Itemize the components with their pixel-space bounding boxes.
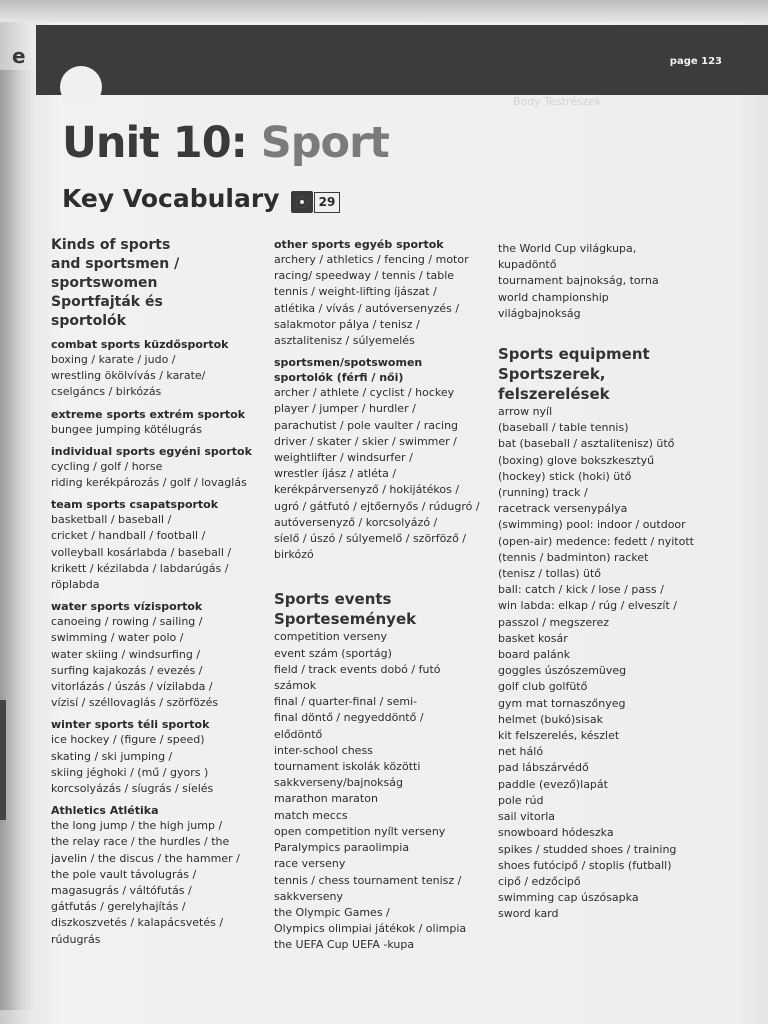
vocab-line: final / quarter-final / semi- bbox=[274, 695, 418, 709]
vocab-line: sakkverseny bbox=[274, 889, 343, 903]
vocab-line: snowboard hódeszka bbox=[498, 826, 614, 840]
vocab-line: síelő / úszó / súlyemelő / szörföző / bbox=[274, 532, 467, 546]
subhead-other-sports: other sports egyéb sportok bbox=[274, 238, 444, 251]
vocab-line: the UEFA Cup UEFA -kupa bbox=[274, 938, 415, 952]
vocab-line: tennis / weight-lifting íjászat / bbox=[274, 285, 437, 299]
cd-track-number: 29 bbox=[314, 192, 340, 213]
vocab-line: net háló bbox=[498, 745, 544, 759]
list-other-sports bbox=[274, 252, 494, 349]
heading-line: Sportfajták és bbox=[51, 294, 163, 310]
vocab-line: magasugrás / váltófutás / bbox=[51, 884, 192, 898]
list-team-sports bbox=[51, 512, 266, 593]
vocab-line: field / track events dobó / futó bbox=[274, 662, 441, 676]
vocab-line: pole rúd bbox=[498, 793, 544, 807]
vocab-line: win labda: elkap / rúg / elveszít / bbox=[498, 599, 678, 613]
subhead-winter-sports: winter sports téli sportok bbox=[51, 718, 210, 732]
vocab-line: elődöntő bbox=[274, 727, 323, 741]
vocab-line: final döntő / negyeddöntő / bbox=[274, 711, 424, 725]
vocab-line: race verseny bbox=[274, 857, 346, 871]
heading-line: Sports events bbox=[274, 590, 392, 609]
vocab-line: atlétika / vívás / autóversenyzés / bbox=[274, 301, 460, 315]
vocab-line: racetrack versenypálya bbox=[498, 502, 628, 516]
vocab-line: goggles úszószemüveg bbox=[498, 664, 627, 678]
vocab-line: skating / ski jumping / bbox=[51, 749, 173, 763]
vocab-line: wrestling ökölvívás / karate/ bbox=[51, 369, 206, 383]
vocab-line: cycling / golf / horse bbox=[51, 459, 163, 473]
vocab-line: Olympics olimpiai játékok / olimpia bbox=[274, 922, 467, 936]
vocab-line: driver / skater / skier / swimmer / bbox=[274, 434, 457, 448]
heading-sports-events bbox=[274, 589, 494, 629]
vocab-line: kupadöntő bbox=[498, 258, 557, 272]
vocab-line: bungee jumping kötélugrás bbox=[51, 422, 202, 436]
vocab-line: számok bbox=[274, 679, 317, 693]
vocab-line: röplabda bbox=[51, 578, 100, 592]
vocab-line: tournament bajnokság, torna bbox=[498, 274, 659, 288]
vocab-line: (baseball / table tennis) bbox=[498, 421, 629, 435]
heading-line: sportswomen bbox=[51, 275, 158, 291]
vocab-line: világbajnokság bbox=[498, 306, 581, 320]
vocab-line: wrestler íjász / atléta / bbox=[274, 467, 397, 481]
heading-line: felszerelések bbox=[498, 385, 610, 404]
vocab-line: gátfutás / gerelyhajítás / bbox=[51, 900, 186, 914]
vocab-line: volleyball kosárlabda / baseball / bbox=[51, 545, 232, 559]
vocab-line: pad lábszárvédő bbox=[498, 761, 589, 775]
column-3 bbox=[498, 241, 720, 923]
subhead-water-sports: water sports vízisportok bbox=[51, 600, 203, 614]
vocab-line: board palánk bbox=[498, 648, 571, 662]
heading-line: Sportszerek, bbox=[498, 365, 606, 384]
vocab-line: gym mat tornaszőnyeg bbox=[498, 696, 626, 710]
vocab-line: sakkverseny/bajnokság bbox=[274, 776, 404, 790]
vocab-line: tennis / chess tournament tenisz / bbox=[274, 873, 462, 887]
scan-top-edge bbox=[0, 0, 768, 22]
subhead-combat-sports: combat sports küzdősportok bbox=[51, 338, 229, 351]
vocab-line: event szám (sportág) bbox=[274, 646, 392, 660]
page-number: page 123 bbox=[669, 56, 722, 67]
binding-shadow bbox=[0, 70, 36, 1010]
list-competitions-continued bbox=[498, 241, 720, 322]
vocab-line: helmet (bukó)sisak bbox=[498, 712, 603, 726]
list-sports-events bbox=[274, 629, 494, 953]
list-athletics bbox=[51, 818, 266, 948]
vocab-line: salakmotor pálya / tenisz / bbox=[274, 317, 420, 331]
vocab-line: cricket / handball / football / bbox=[51, 529, 206, 543]
vocab-line: the long jump / the high jump / bbox=[51, 819, 223, 833]
vocab-line: the World Cup világkupa, bbox=[498, 242, 637, 255]
vocab-line: open competition nyílt verseny bbox=[274, 824, 446, 838]
vocab-line: riding kerékpározás / golf / lovaglás bbox=[51, 476, 247, 490]
subhead-extreme-sports: extreme sports extrém sportok bbox=[51, 407, 246, 421]
vocab-line: ball: catch / kick / lose / pass / bbox=[498, 583, 664, 597]
vocab-line: (tenisz / tollas) ütő bbox=[498, 567, 602, 581]
vocab-line: vitorlázás / úszás / vízilabda / bbox=[51, 680, 213, 694]
list-extreme-sports bbox=[51, 422, 266, 438]
vocab-line: autóversenyző / korcsolyázó / bbox=[274, 515, 438, 529]
vocab-line: Paralympics paraolimpia bbox=[274, 841, 410, 855]
bleed-heading: Body Testrészek bbox=[513, 95, 602, 108]
vocab-line: birkózó bbox=[274, 548, 314, 562]
vocab-line: match meccs bbox=[274, 808, 348, 822]
cd-track-badge bbox=[291, 191, 341, 213]
vocab-line: shoes futócipő / stoplis (futball) bbox=[498, 858, 672, 872]
vocab-line: swimming / water polo / bbox=[51, 631, 184, 645]
vocab-line: (swimming) pool: indoor / outdoor bbox=[498, 518, 686, 532]
vocab-line: asztalitenisz / súlyemelés bbox=[274, 334, 415, 348]
header-circle-decoration bbox=[60, 66, 102, 108]
list-sports-equipment bbox=[498, 404, 720, 923]
page-edge-tab bbox=[0, 700, 6, 820]
vocab-line: (boxing) glove bokszkesztyű bbox=[498, 453, 655, 467]
vocab-line: basket kosár bbox=[498, 631, 568, 645]
vocab-line: competition verseny bbox=[274, 630, 387, 644]
heading-kinds-of-sports bbox=[51, 236, 266, 331]
vocab-line: sail vitorla bbox=[498, 810, 556, 824]
vocab-line: inter-school chess bbox=[274, 743, 373, 757]
page-title bbox=[62, 118, 389, 168]
subhead-athletics: Athletics Atlétika bbox=[51, 804, 159, 818]
vocab-line: tournament iskolák közötti bbox=[274, 760, 421, 774]
vocab-line: kerékpárversenyző / hokijátékos / bbox=[274, 483, 460, 497]
vocab-line: the Olympic Games / bbox=[274, 905, 390, 919]
vocab-line: cselgáncs / birkózás bbox=[51, 385, 162, 399]
list-water-sports bbox=[51, 614, 266, 711]
vocab-line: krikett / kézilabda / labdarúgás / bbox=[51, 561, 229, 575]
vocab-line: vízisí / széllovaglás / szörfözés bbox=[51, 696, 219, 710]
subhead-individual-sports: individual sports egyéni sportok bbox=[51, 444, 252, 458]
vocab-line: kit felszerelés, készlet bbox=[498, 729, 620, 743]
vocab-line: the relay race / the hurdles / the bbox=[51, 835, 230, 849]
heading-line: sportolók bbox=[51, 313, 126, 329]
cd-icon bbox=[291, 191, 313, 213]
list-winter-sports bbox=[51, 732, 266, 797]
bleed-through-text bbox=[513, 95, 723, 235]
vocab-line: swimming cap úszósapka bbox=[498, 891, 639, 905]
unit-number: Unit 10: bbox=[62, 118, 247, 168]
section-title-key-vocabulary: Key Vocabulary bbox=[62, 184, 280, 213]
vocab-line: racing/ speedway / tennis / table bbox=[274, 269, 455, 283]
column-1 bbox=[51, 236, 266, 948]
vocab-line: spikes / studded shoes / training bbox=[498, 842, 677, 856]
vocab-line: marathon maraton bbox=[274, 792, 378, 806]
adjacent-page-letter: e bbox=[12, 44, 26, 68]
vocab-line: (tennis / badminton) racket bbox=[498, 550, 649, 564]
vocab-line: skiing jéghoki / (mű / gyors ) bbox=[51, 765, 209, 779]
vocab-line: basketball / baseball / bbox=[51, 513, 172, 527]
vocab-line: passzol / megszerez bbox=[498, 615, 610, 629]
vocab-line: (open-air) medence: fedett / nyitott bbox=[498, 534, 694, 548]
vocab-line: world championship bbox=[498, 290, 609, 304]
list-sportsmen bbox=[274, 385, 494, 563]
vocab-line: paddle (evező)lapát bbox=[498, 777, 608, 791]
vocab-line: parachutist / pole vaulter / racing bbox=[274, 418, 459, 432]
vocab-line: archery / athletics / fencing / motor bbox=[274, 253, 469, 266]
subhead-team-sports: team sports csapatsportok bbox=[51, 498, 219, 512]
vocab-line: archer / athlete / cyclist / hockey bbox=[274, 386, 455, 400]
column-2 bbox=[274, 237, 494, 954]
vocab-line: rúdugrás bbox=[51, 932, 101, 946]
subhead-sportsmen bbox=[274, 355, 494, 385]
list-combat-sports bbox=[51, 352, 266, 401]
vocab-line: (hockey) stick (hoki) ütő bbox=[498, 469, 632, 483]
vocab-line: arrow nyíl bbox=[498, 405, 553, 419]
heading-line: Kinds of sports bbox=[51, 237, 171, 253]
heading-sports-equipment bbox=[498, 344, 720, 404]
vocab-line: water skiing / windsurfing / bbox=[51, 647, 201, 661]
header-band bbox=[36, 25, 768, 95]
vocab-line: korcsolyázás / síugrás / síelés bbox=[51, 782, 214, 796]
subhead-line: sportolók (férfi / női) bbox=[274, 371, 404, 385]
vocab-line: (running) track / bbox=[498, 486, 588, 500]
vocab-line: ugró / gátfutó / ejtőernyős / rúdugró / bbox=[274, 499, 480, 513]
heading-line: Sportesemények bbox=[274, 610, 417, 629]
vocab-line: bat (baseball / asztalitenisz) ütő bbox=[498, 437, 675, 451]
vocab-line: sword kard bbox=[498, 907, 559, 921]
vocab-line: surfing kajakozás / evezés / bbox=[51, 663, 203, 677]
vocab-line: diszkoszvetés / kalapácsvetés / bbox=[51, 916, 224, 930]
vocab-line: player / jumper / hurdler / bbox=[274, 402, 416, 416]
vocab-line: canoeing / rowing / sailing / bbox=[51, 615, 203, 629]
unit-topic: Sport bbox=[246, 118, 389, 168]
vocab-line: ice hockey / (figure / speed) bbox=[51, 733, 205, 747]
list-individual-sports bbox=[51, 459, 266, 491]
vocab-line: boxing / karate / judo / bbox=[51, 353, 176, 366]
subhead-line: sportsmen/spotswomen bbox=[274, 356, 423, 370]
heading-line: and sportsmen / bbox=[51, 256, 180, 272]
vocab-line: golf club golfütő bbox=[498, 680, 588, 694]
vocab-line: weightlifter / windsurfer / bbox=[274, 451, 413, 465]
vocab-line: javelin / the discus / the hammer / bbox=[51, 851, 240, 865]
vocab-line: the pole vault távolugrás / bbox=[51, 867, 197, 881]
heading-line: Sports equipment bbox=[498, 345, 650, 364]
vocab-line: cipő / edzőcipő bbox=[498, 874, 581, 888]
